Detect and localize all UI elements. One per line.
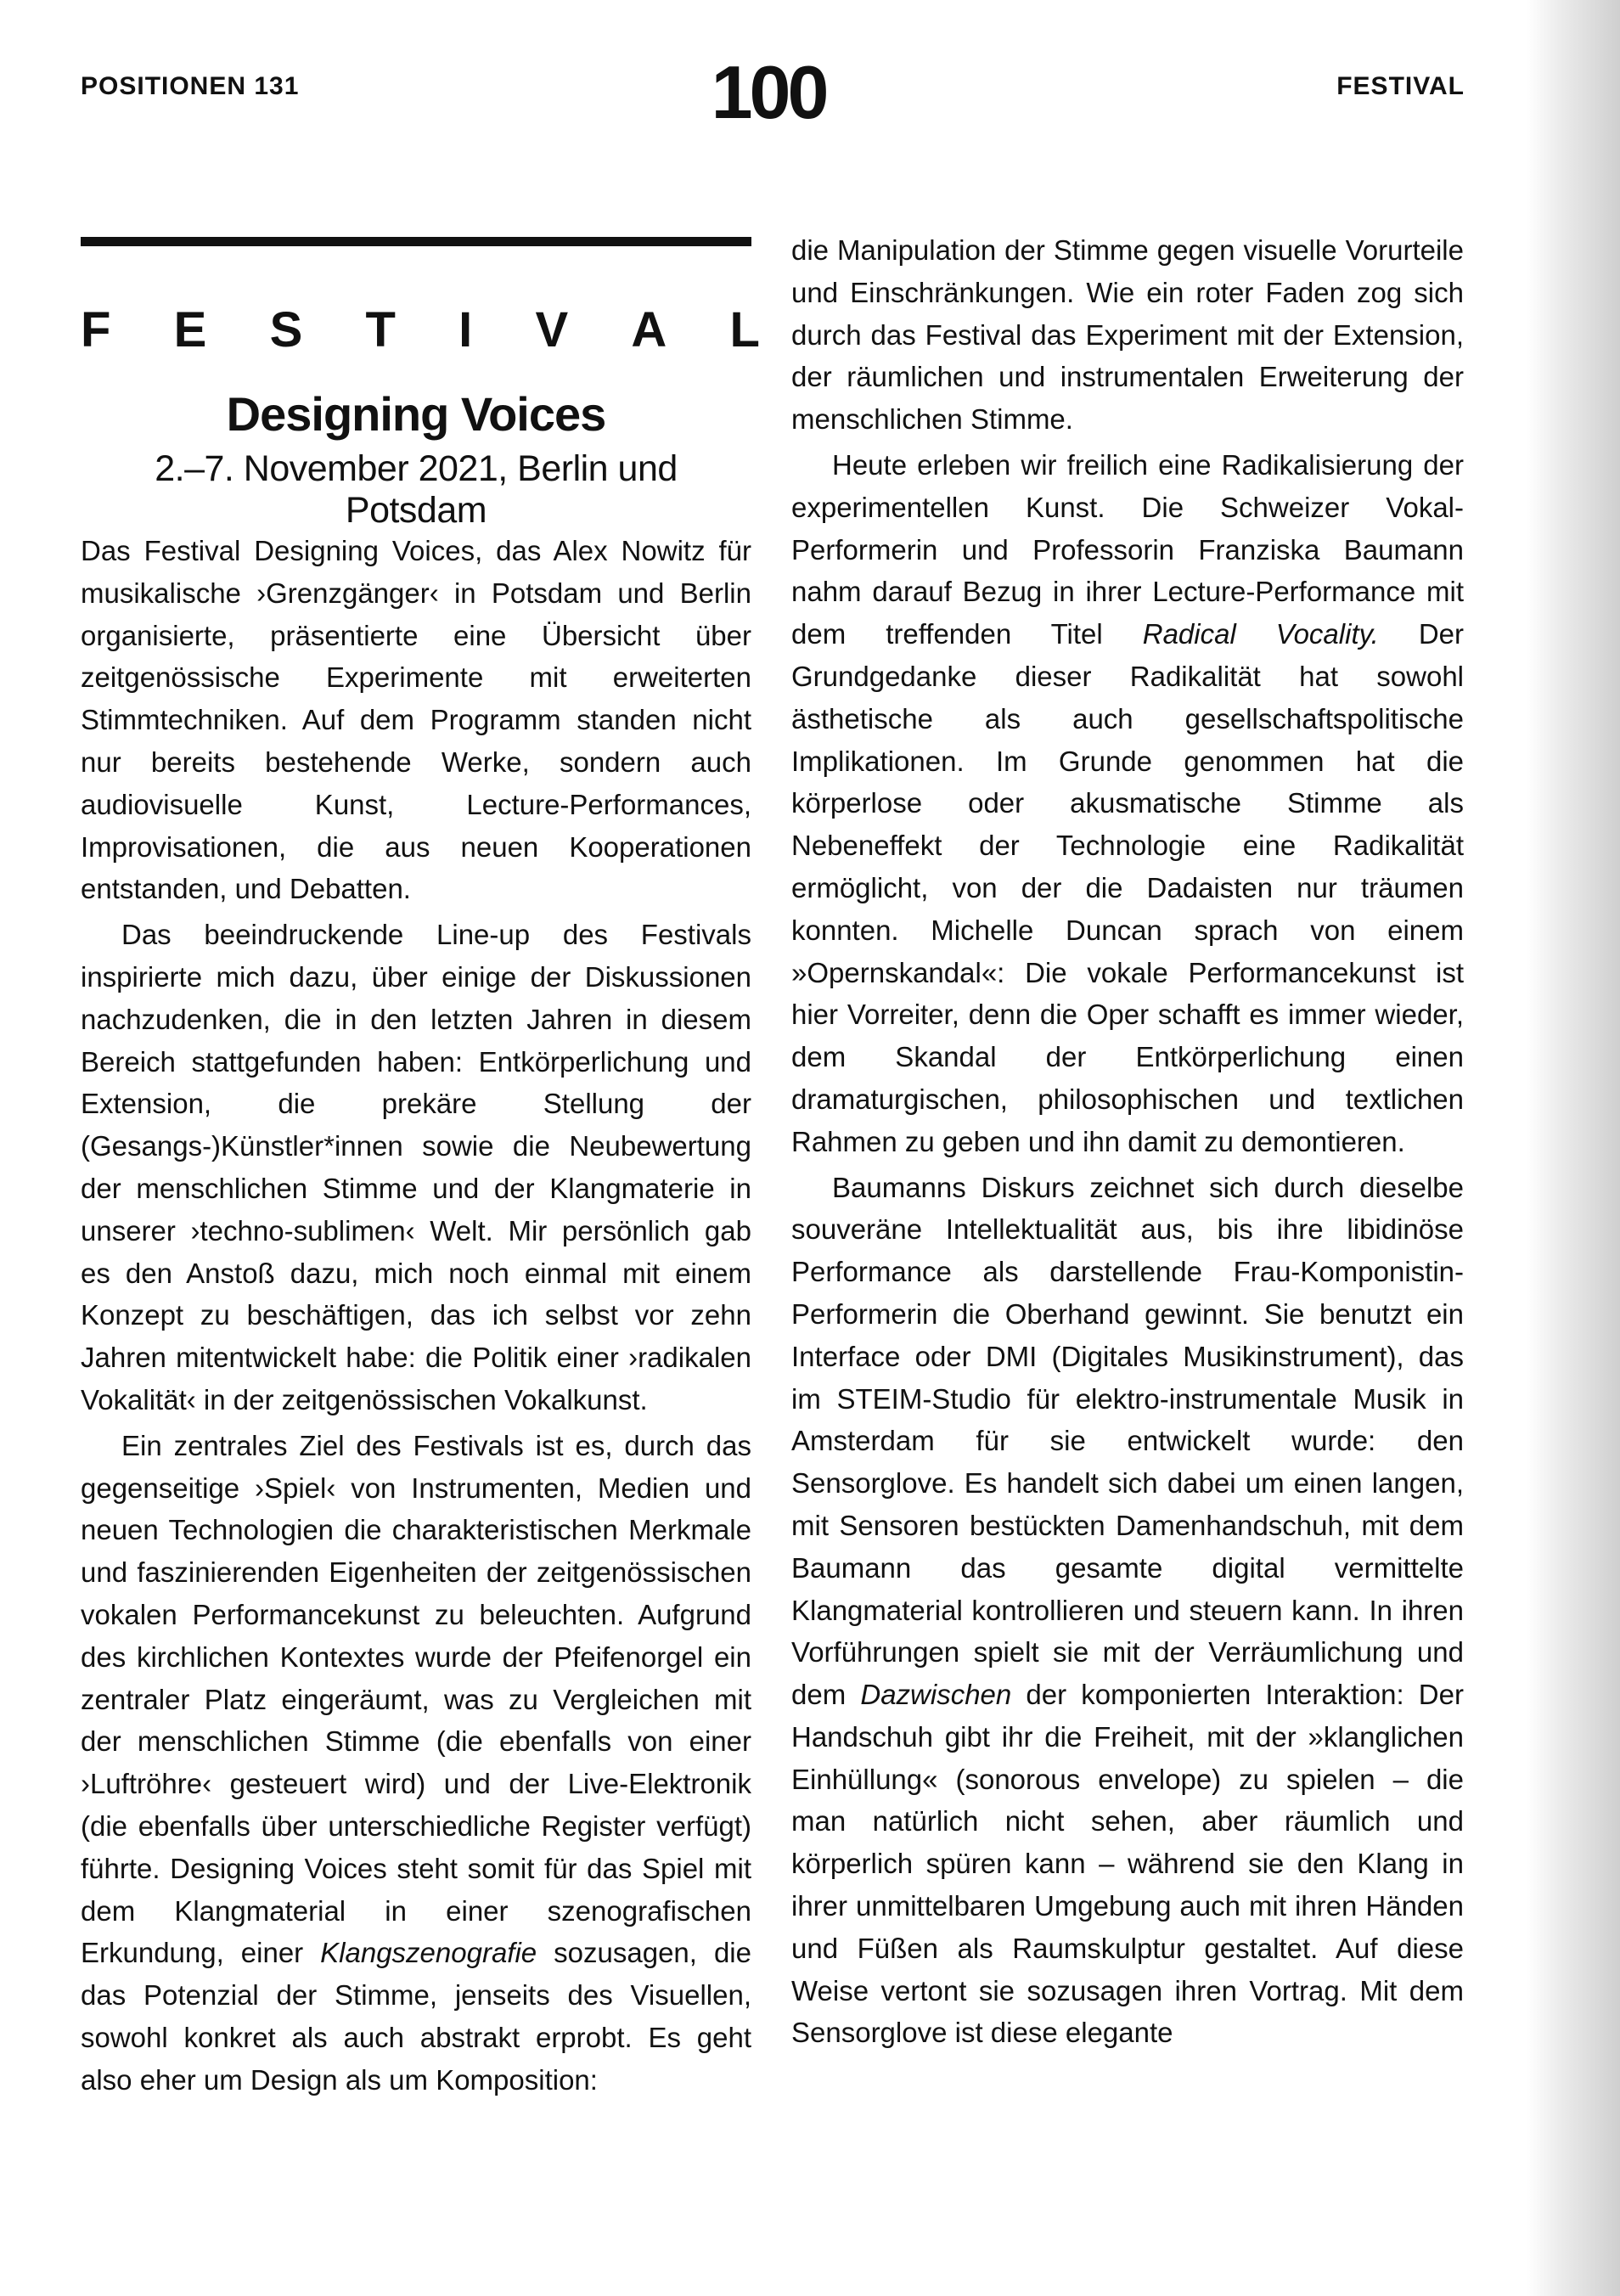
section-title-letter: F <box>81 302 111 357</box>
section-title-letter: I <box>458 302 473 357</box>
section-title-letter: A <box>631 302 667 357</box>
paragraph <box>81 1425 751 2102</box>
section-title-letter: S <box>269 302 303 357</box>
paragraph <box>791 444 1464 1163</box>
section-title-letter: V <box>535 302 569 357</box>
journal-issue-label: POSITIONEN 131 <box>81 72 300 100</box>
paragraph <box>791 1167 1464 2055</box>
section-title-letter: E <box>173 302 207 357</box>
italic-term: Klangszenografie <box>320 1937 537 1969</box>
paragraph-text: Ein zentrales Ziel des Festivals ist es, durch das gegenseitige ›Spiel‹ von Instrumenten, Medien und neuen Technologien die charakteristischen Merkmale und faszinierenden Eigenheiten der zeitgenössischen vokalen Performancekunst zu beleuchten. Aufgrund des kirchlichen Kontextes wurde der Pfeifenorgel ein zentraler Platz eingeräumt, was zu Vergleichen mit der menschlichen Stimme (die ebenfalls von einer ›Luftröhre‹ gesteuert wird) und der Live-Elektronik (die ebenfalls über unterschiedliche Register verfügt) führte. Designing Voices steht somit für das Spiel mit dem Klangmaterial in einer szenografischen Erkundung, einer <box>81 1429 751 1969</box>
section-title-letter: L <box>729 302 760 357</box>
italic-term: Dazwischen <box>860 1679 1012 1711</box>
paragraph: Das Festival Designing Voices, das Alex Nowitz für musikalische ›Grenzgänger‹ in Potsdam und Berlin organisierte, präsentierte eine Übersicht über zeitgenössische Experimente mit erweiterten Stimmtechniken. Auf dem Programm standen nicht nur bereits bestehende Werke, sondern auch audiovisuelle Kunst, Lecture-Performances, Improvisationen, die aus neuen Kooperationen entstanden, und Debatten. <box>81 535 751 905</box>
section-title-letter: T <box>365 302 396 357</box>
paragraph: Das beeindruckende Line-up des Festivals inspirierte mich dazu, über einige der Diskussionen nachzudenken, die in den letzten Jahren in diesem Bereich stattgefunden haben: Entkörperlichung und Extension, die prekäre Stellung der (Gesangs-)Künstler*innen sowie die Neubewertung der menschlichen Stimme und der Klangmaterie in unserer ›techno-sublimen‹ Welt. Mir persönlich gab es den Anstoß dazu, mich noch einmal mit einem Konzept zu beschäftigen, das ich selbst vor zehn Jahren mitentwickelt habe: die Politik einer ›radikalen Vokalität‹ in der zeitgenössischen Vokalkunst. <box>81 919 751 1415</box>
italic-title: Radical Vocality. <box>1142 618 1379 650</box>
article-dateline: 2.–7. November 2021, Berlin und Potsdam <box>155 448 678 531</box>
page-number: 100 <box>711 50 826 134</box>
section-rule <box>81 237 751 246</box>
paragraph-text: Baumanns Diskurs zeichnet sich durch dieselbe souveräne Intellektualität aus, bis ihre libidinöse Performance als darstellende Frau-Komponistin-Performerin die Oberhand gewinnt. Sie benutzt ein Interface oder DMI (Digitales Musikinstrument), das im STEIM-Studio für elektro-instrumentale Musik in Amsterdam für sie entwickelt wurde: den Sensorglove. Es handelt sich dabei um einen langen, mit Sensoren bestückten Damenhandschuh, mit dem Baumann das gesamte digital vermittelte Klangmaterial kontrollieren und steuern kann. In ihren Vorführungen spielt sie mit der Verräumlichung und dem <box>791 1171 1464 1711</box>
section-title <box>81 301 760 358</box>
right-column <box>791 229 1464 2054</box>
left-column <box>81 530 751 2101</box>
paragraph-text: der komponierten Interaktion: Der Handschuh gibt ihr die Freiheit, mit der »klanglichen Einhüllung« (sonorous envelope) zu spielen – die man natürlich nicht sehen, aber räumlich und körperlich spüren kann – während sie den Klang in ihrer unmittelbaren Umgebung auch mit ihren Händen und Füßen als Raumskulptur gestaltet. Auf diese Weise vertont sie sozusagen ihren Vortrag. Mit dem Sensorglove ist diese elegante <box>791 1679 1464 2049</box>
paragraph: die Manipulation der Stimme gegen visuelle Vorurteile und Einschränkungen. Wie ein roter Faden zog sich durch das Festival das Experiment mit der Extension, der räumlichen und instrumentalen Erweiterung der menschlichen Stimme. <box>791 234 1464 436</box>
page-edge-shadow <box>1527 0 1620 2296</box>
article-title: Designing Voices <box>226 387 606 441</box>
paragraph-text: Heute erleben wir freilich eine Radikalisierung der experimentellen Kunst. Die Schweizer Vokal-Performerin und Professorin Franziska Baumann nahm darauf Bezug in ihrer Lecture-Performance mit dem treffenden Titel <box>791 448 1464 650</box>
paragraph-text: Der Grundgedanke dieser Radikalität hat sowohl ästhetische als auch gesellschaftspolitische Implikationen. Im Grunde genommen hat die körperlose oder akusmatische Stimme als Nebeneffekt der Technologie eine Radikalität ermöglicht, von der die Dadaisten nur träumen konnten. Michelle Duncan sprach von einem »Opernskandal«: Die vokale Performancekunst ist hier Vorreiter, denn die Oper schafft es immer wieder, dem Skandal der Entkörperlichung einen dramaturgischen, philosophischen und textlichen Rahmen zu geben und ihn damit zu demontieren. <box>791 618 1464 1157</box>
section-running-head: FESTIVAL <box>1336 72 1465 100</box>
paragraph-text: sozusagen, die das Potenzial der Stimme, jenseits des Visuellen, sowohl konkret als auch abstrakt erprobt. Es geht also eher um Design als um Komposition: <box>81 1937 751 2096</box>
